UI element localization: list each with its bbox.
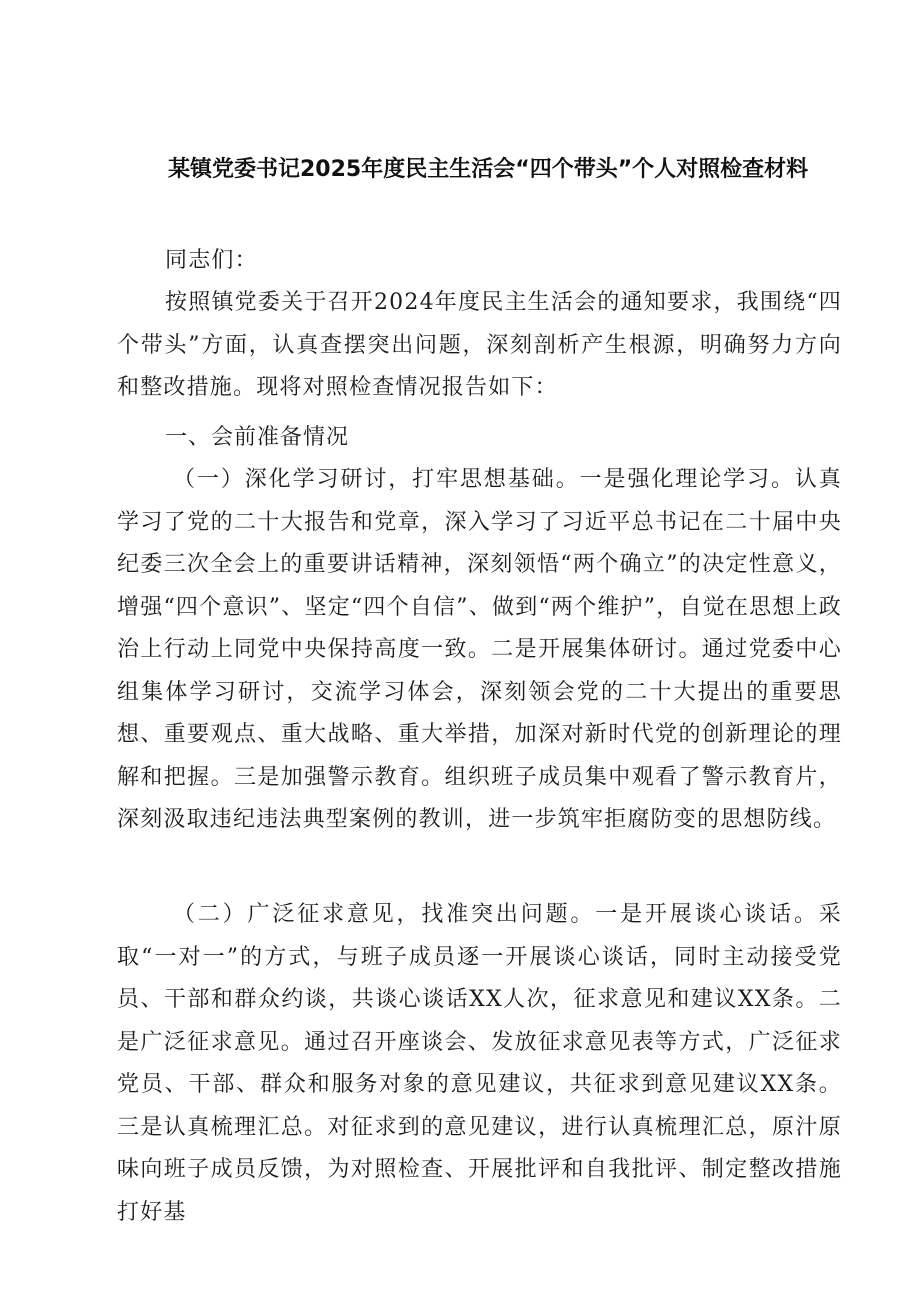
intro-paragraph: 按照镇党委关于召开2024年度民主生活会的通知要求，我围绕“四个带头”方面，认真查摆突出问题，深刻剖析产生根源，明确努力方向和整改措施。现将对照检查情况报告如下： [117, 290, 842, 400]
section-heading: 一、会前准备情况 [165, 425, 350, 450]
greeting: 同志们： [165, 248, 258, 273]
paragraph-study: （一）深化学习研讨，打牢思想基础。一是强化理论学习。认真学习了党的二十大报告和党章，深入学习了习近平总书记在二十届中央纪委三次全会上的重要讲话精神，深刻领悟“两个确立”的决定性意义，增强“四个意识”、坚定“四个自信”、做到“两个维护”，自觉在思想上政治上行动上同党中央保持高度一致。二是开展集体研讨。通过党委中心组集体学习研讨，交流学习体会，深刻领会党的二十大提出的重要思想、重要观点、重大战略、重大举措，加深对新时代党的创新理论的理解和把握。三是加强警示教育。组织班子成员集中观看了警示教育片，深刻汲取违纪违法典型案例的教训，进一步筑牢拒腐防变的思想防线。 [117, 467, 842, 832]
document-title: 某镇党委书记2025年度民主生活会“四个带头”个人对照检查材料 [168, 157, 809, 182]
paragraph-opinions: （二）广泛征求意见，找准突出问题。一是开展谈心谈话。采取“一对一”的方式，与班子成员逐一开展谈心谈话，同时主动接受党员、干部和群众约谈，共谈心谈话XX人次，征求意见和建议XX条。二是广泛征求意见。通过召开座谈会、发放征求意见表等方式，广泛征求党员、干部、群众和服务对象的意见建议，共征求到意见建议XX条。三是认真梳理汇总。对征求到的意见建议，进行认真梳理汇总，原汁原味向班子成员反馈，为对照检查、开展批评和自我批评、制定整改措施打好基 [117, 902, 842, 1225]
